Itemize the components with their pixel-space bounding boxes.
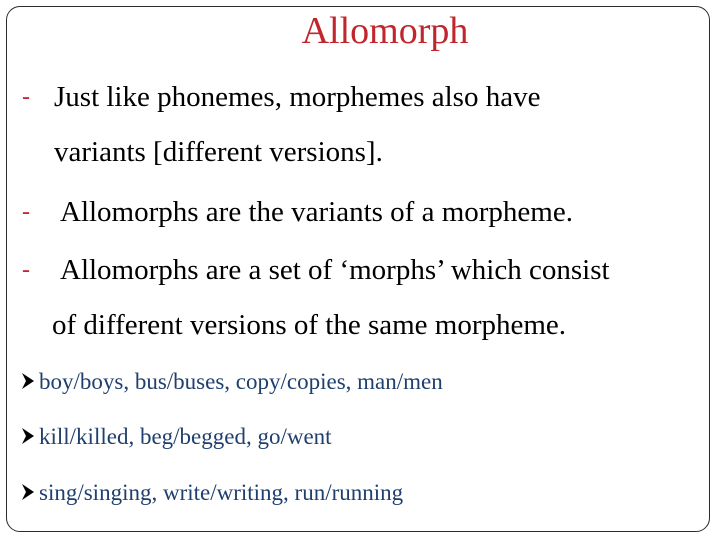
point-3-line-1: Allomorphs are a set of ‘morphs’ which consist	[60, 254, 610, 286]
arrow-bullet-icon	[20, 371, 36, 391]
point-2-line-1: Allomorphs are the variants of a morpheme.	[60, 196, 573, 228]
dash-bullet: -	[22, 84, 30, 110]
example-text: sing/singing, write/writing, run/running	[39, 480, 404, 505]
example-text: boy/boys, bus/buses, copy/copies, man/men	[39, 369, 443, 394]
arrow-bullet-icon	[20, 426, 36, 446]
point-1-line-1: Just like phonemes, morphemes also have	[54, 81, 541, 113]
point-3-line-2: of different versions of the same morpheme.	[52, 309, 567, 341]
arrow-bullet-icon	[20, 482, 36, 502]
example-item-2	[20, 423, 332, 451]
example-text: kill/killed, beg/begged, go/went	[39, 424, 332, 449]
slide-title: Allomorph	[301, 10, 469, 52]
dash-bullet: -	[22, 199, 30, 225]
point-1-line-2: variants [different versions].	[54, 136, 383, 168]
dash-bullet: -	[22, 257, 30, 283]
example-item-3	[20, 479, 403, 507]
example-item-1	[20, 368, 443, 396]
